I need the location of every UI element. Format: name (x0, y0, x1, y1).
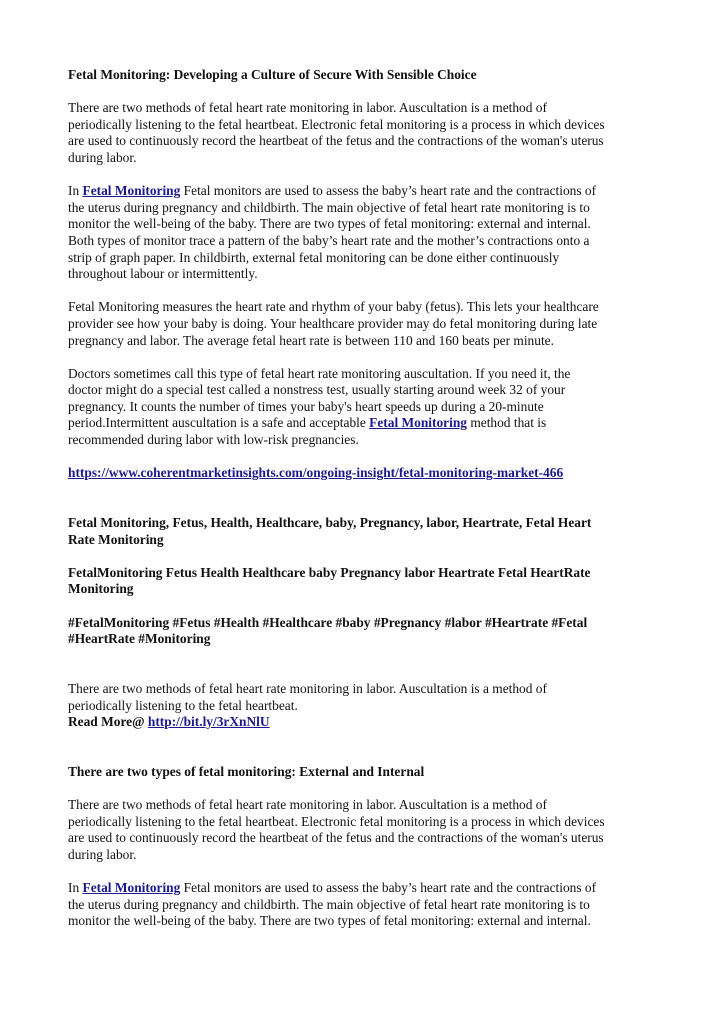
text-line: recommended during labor with low-risk pregnancies. (68, 432, 359, 448)
spacer (68, 167, 658, 184)
text-line: provider see how your baby is doing. Your healthcare provider may do fetal monitoring during late (68, 315, 598, 331)
text-line (68, 183, 658, 200)
spacer (68, 731, 658, 764)
text-line: are used to continuously record the heartbeat of the fetus and the contractions of the woman's uterus (68, 830, 604, 846)
fetal-monitoring-link[interactable]: Fetal Monitoring (369, 415, 467, 431)
paragraph-methods-repeat (68, 797, 658, 863)
paragraph-heart-rate (68, 299, 658, 349)
text-prefix: In (68, 183, 83, 199)
text-line: the uterus during pregnancy and childbirth. The main objective of fetal heart rate monitoring is to (68, 896, 590, 912)
section-subheading: There are two types of fetal monitoring: External and Internal (68, 763, 425, 779)
paragraph-auscultation (68, 366, 658, 449)
text-line: doctor might do a special test called a nonstress test, usually starting around week 32 of your (68, 382, 566, 398)
text-line: are used to continuously record the heartbeat of the fetus and the contractions of the woman's uterus (68, 133, 604, 149)
document-title: Fetal Monitoring: Developing a Culture of Secure With Sensible Choice (68, 67, 477, 82)
text-rest: Fetal monitors are used to assess the baby’s heart rate and the contractions of (180, 880, 597, 896)
hashtags (68, 615, 658, 648)
text-line: Fetal Monitoring measures the heart rate and rhythm of your baby (fetus). This lets your healthcare (68, 299, 599, 315)
text-line: There are two methods of fetal heart rate monitoring in labor. Auscultation is a method of (68, 680, 547, 696)
text-line: periodically listening to the fetal heartbeat. (68, 697, 298, 713)
text-line: throughout labour or intermittently. (68, 266, 258, 282)
text-line: Rate Monitoring (68, 531, 164, 547)
document-page (68, 67, 658, 930)
text-line: strip of graph paper. In childbirth, external fetal monitoring can be done either continuously (68, 249, 560, 265)
paragraph-summary (68, 681, 658, 731)
paragraph-fetal-monitors-repeat (68, 880, 658, 930)
spacer (68, 648, 658, 681)
text-line: Monitoring (68, 581, 134, 597)
fetal-monitoring-link[interactable]: Fetal Monitoring (82, 183, 181, 199)
text-line: pregnancy and labor. The average fetal heart rate is between 110 and 160 beats per minute. (68, 332, 554, 348)
text-line (68, 714, 658, 731)
text-line: pregnancy. It counts the number of times your baby's heart speeds up during a 20-minute (68, 398, 544, 414)
text-line: Fetal Monitoring, Fetus, Health, Healthcare, baby, Pregnancy, labor, Heartrate, Fetal Heart (68, 515, 592, 531)
text-line: FetalMonitoring Fetus Health Healthcare baby Pregnancy labor Heartrate Fetal HeartRate (68, 564, 591, 580)
text-prefix: period.Intermittent auscultation is a safe and acceptable (68, 415, 370, 431)
keywords-plain (68, 565, 658, 598)
text-line: periodically listening to the fetal heartbeat. Electronic fetal monitoring is a process in which devices (68, 116, 605, 132)
text-line: periodically listening to the fetal heartbeat. Electronic fetal monitoring is a process in which devices (68, 813, 605, 829)
text-line: #HeartRate #Monitoring (68, 631, 211, 647)
text-line (68, 880, 658, 897)
market-insight-url-link[interactable]: https://www.coherentmarketinsights.com/ongoing-insight/fetal-monitoring-market-466 (68, 465, 564, 481)
text-line: Both types of monitor trace a pattern of the baby’s heart rate and the mother’s contractions onto a (68, 232, 590, 248)
keywords-comma (68, 515, 658, 548)
text-rest: Fetal monitors are used to assess the baby’s heart rate and the contractions of (180, 183, 597, 199)
paragraph-fetal-monitors (68, 183, 658, 283)
text-line (68, 415, 658, 432)
spacer (68, 283, 658, 300)
text-prefix: In (68, 880, 83, 896)
spacer (68, 84, 658, 101)
text-line: Doctors sometimes call this type of fetal heart rate monitoring auscultation. If you need it, the (68, 365, 571, 381)
text-line: There are two methods of fetal heart rate monitoring in labor. Auscultation is a method of (68, 797, 547, 813)
text-line (68, 465, 658, 482)
paragraph-methods (68, 100, 658, 166)
spacer (68, 548, 658, 565)
text-rest: method that is (466, 415, 547, 431)
text-line: monitor the well-being of the baby. There are two types of fetal monitoring: external and internal. (68, 216, 591, 232)
read-more-link[interactable]: http://bit.ly/3rXnNlU (147, 714, 270, 730)
text-line: the uterus during pregnancy and childbirth. The main objective of fetal heart rate monitoring is to (68, 199, 590, 215)
spacer (68, 349, 658, 366)
read-more-label: Read More@ (68, 714, 148, 730)
text-line: #FetalMonitoring #Fetus #Health #Healthcare #baby #Pregnancy #labor #Heartrate #Fetal (68, 614, 588, 630)
spacer (68, 864, 658, 881)
fetal-monitoring-link[interactable]: Fetal Monitoring (82, 880, 181, 896)
spacer (68, 598, 658, 615)
text-line: during labor. (68, 846, 137, 862)
spacer (68, 781, 658, 798)
spacer (68, 449, 658, 466)
text-line: monitor the well-being of the baby. There are two types of fetal monitoring: external and internal. (68, 913, 591, 929)
text-line: There are two methods of fetal heart rate monitoring in labor. Auscultation is a method of (68, 100, 547, 116)
spacer (68, 482, 658, 515)
text-line: during labor. (68, 149, 137, 165)
